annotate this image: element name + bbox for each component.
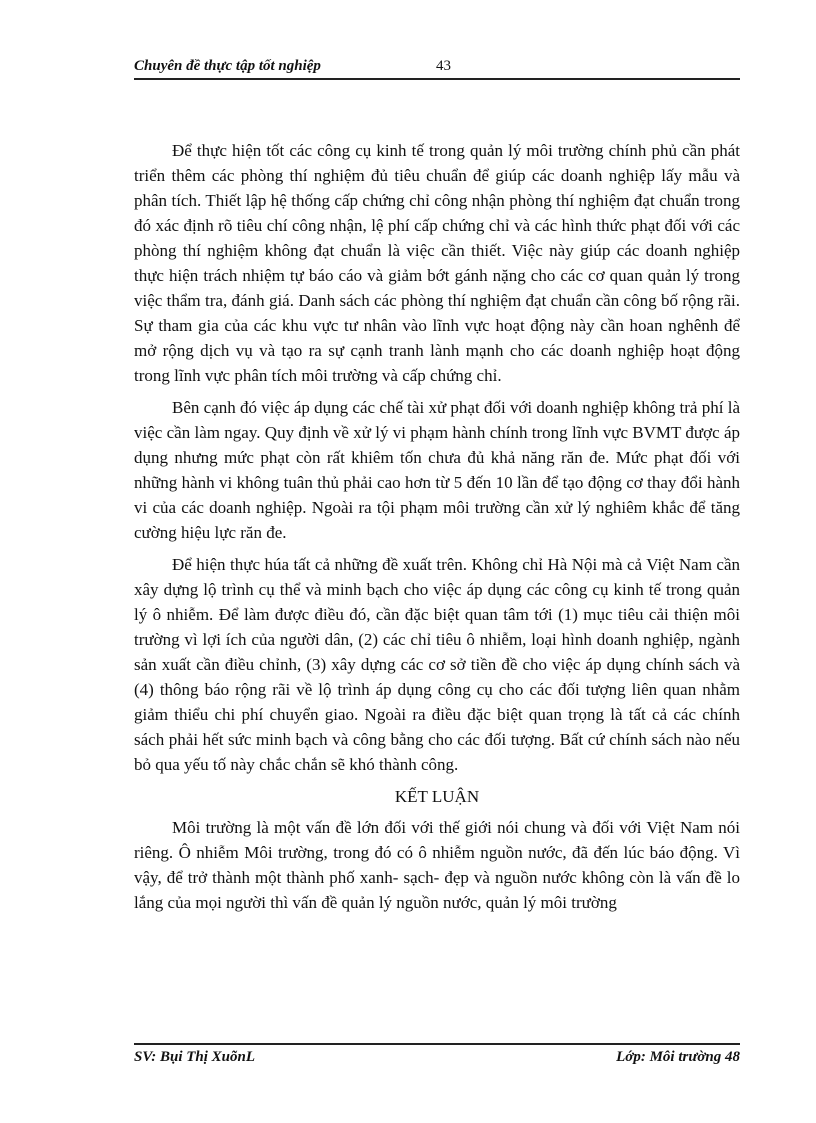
paragraph-conclusion: Môi trường là một vấn đề lớn đối với thế giới nói chung và đối với Việt Nam nói riêng. Ô nhiễm Môi trường, trong đó có ô nhiễm nguồn nước, đã đến lúc báo động. Vì vậy, để trở thành một thành phố xanh- sạch- đẹp và nguồn nước không còn là vấn đề lo lắng của mọi người thì vấn đề quản lý nguồn nước, quản lý môi trường bbox=[134, 818, 740, 912]
footer-class: Lớp: Môi trường 48 bbox=[616, 1049, 740, 1065]
document-body bbox=[134, 138, 740, 922]
footer-student: SV: Bụi Thị XuõnL bbox=[134, 1049, 256, 1065]
paragraph-penalties: Bên cạnh đó việc áp dụng các chế tài xử phạt đối với doanh nghiệp không trả phí là việc cần làm ngay. Quy định về xử lý vi phạm hành chính trong lĩnh vực BVMT được áp dụng nhưng mức phạt còn rất khiêm tốn chưa đủ khả năng răn đe. Mức phạt đối với những hành vi không tuân thủ phải cao hơn từ 5 đến 10 lần để tạo động cơ thay đổi hành vi của các doanh nghiệp. Ngoài ra tội phạm môi trường cần xử lý nghiêm khắc để tăng cường hiệu lực răn đe. bbox=[134, 398, 740, 542]
page-footer bbox=[134, 1043, 740, 1069]
page-number: 43 bbox=[436, 58, 451, 74]
paragraph-lab-certification: Để thực hiện tốt các công cụ kinh tế trong quản lý môi trường chính phủ cần phát triển thêm các phòng thí nghiệm đủ tiêu chuẩn để giúp các doanh nghiệp lấy mẫu và phân tích. Thiết lập hệ thống cấp chứng chỉ công nhận phòng thí nghiệm đạt chuẩn trong đó xác định rõ tiêu chí công nhận, lệ phí cấp chứng chỉ và các hình thức phạt đối với các phòng thí nghiệm không đạt chuẩn là việc cần thiết. Việc này giúp các doanh nghiệp thực hiện trách nhiệm tự báo cáo và giảm bớt gánh nặng cho các cơ quan quản lý trong việc thẩm tra, đánh giá. Danh sách các phòng thí nghiệm đạt chuẩn cần công bố rộng rãi. Sự tham gia của các khu vực tư nhân vào lĩnh vực hoạt động này cần hoan nghênh để mở rộng dịch vụ và tạo ra sự cạnh tranh lành mạnh cho các doanh nghiệp hoạt động trong lĩnh vực phân tích môi trường và cấp chứng chỉ. bbox=[134, 141, 740, 385]
paragraph-roadmap: Để hiện thực húa tất cả những đề xuất trên. Không chỉ Hà Nội mà cả Việt Nam cần xây dựng lộ trình cụ thể và minh bạch cho việc áp dụng các công cụ kinh tế trong quản lý ô nhiễm. Để làm được điều đó, cần đặc biệt quan tâm tới (1) mục tiêu cải thiện môi trường vì lợi ích của người dân, (2) các chỉ tiêu ô nhiễm, loại hình doanh nghiệp, ngành sản xuất cần điều chỉnh, (3) xây dựng các cơ sở tiền đề cho việc áp dụng chính sách và (4) thông báo rộng rãi về lộ trình áp dụng công cụ cho các đối tượng liên quan nhằm giảm thiểu chi phí chuyển giao. Ngoài ra điều đặc biệt quan trọng là tất cả các chính sách phải hết sức minh bạch và công bằng cho các đối tượng. Bất cứ chính sách nào nếu bỏ qua yếu tố này chắc chắn sẽ khó thành công. bbox=[134, 555, 740, 774]
header-title: Chuyên đề thực tập tốt nghiệp bbox=[134, 58, 321, 74]
section-heading-conclusion: KẾT LUẬN bbox=[394, 787, 480, 806]
page-header bbox=[134, 58, 740, 80]
